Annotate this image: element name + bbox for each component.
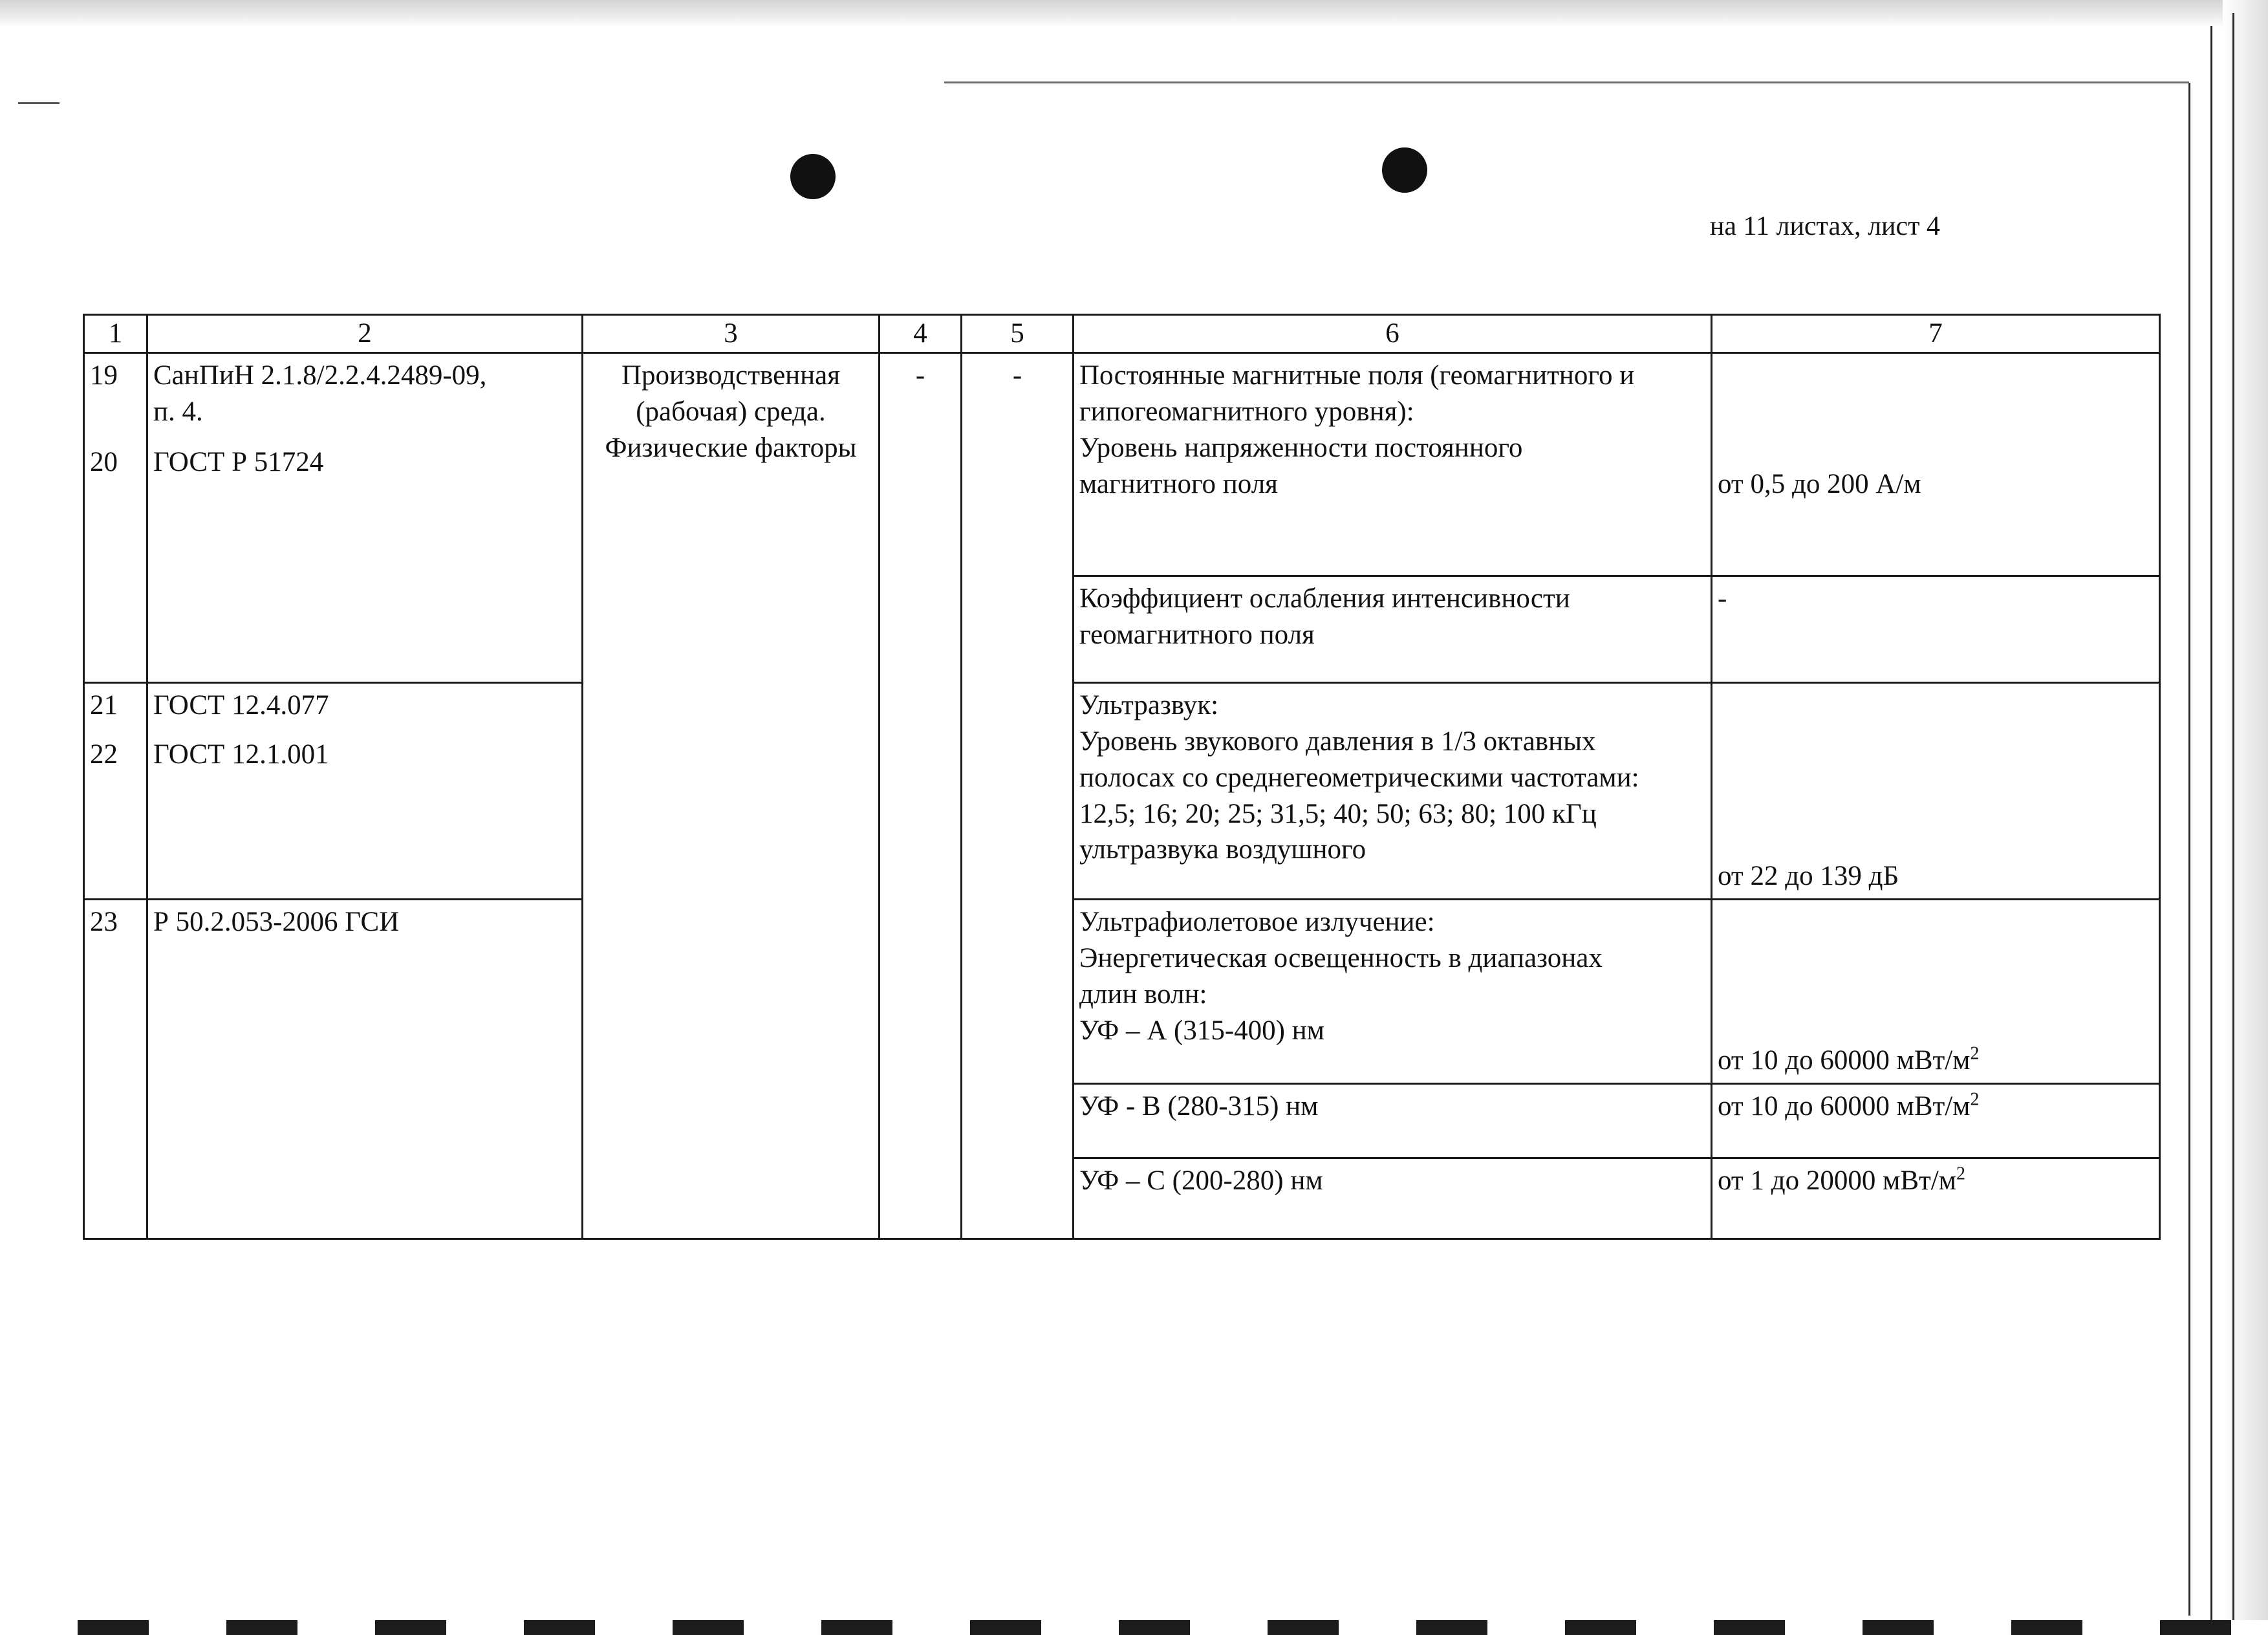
col4-cell: -	[880, 352, 962, 1239]
sheet-edge-line	[2232, 13, 2234, 1623]
object-text: Производственная	[621, 360, 841, 391]
standard-docs-cell	[147, 352, 583, 682]
characteristic-text: Уровень напряженности постоянного	[1079, 432, 1523, 463]
object-text: (рабочая) среда.	[636, 396, 826, 427]
punch-hole	[1382, 147, 1427, 193]
range-cell	[1712, 1158, 2160, 1239]
sheet-edge-top-line	[944, 81, 2189, 83]
characteristic-text: Коэффициент ослабления интенсивности	[1079, 583, 1570, 614]
sheet-counter: на 11 листах, лист 4	[1709, 211, 1940, 241]
range-cell	[1712, 682, 2160, 899]
characteristic-text: 12,5; 16; 20; 25; 31,5; 40; 50; 63; 80; 100 кГц	[1079, 798, 1597, 829]
table-row	[84, 352, 2160, 576]
column-number: 5	[962, 315, 1074, 353]
column-number: 2	[147, 315, 583, 353]
characteristic-text: Ультразвук:	[1079, 689, 1219, 720]
scan-shadow-top	[0, 0, 2268, 27]
range-value: от 0,5 до 200 А/м	[1718, 468, 1921, 499]
accreditation-table	[83, 314, 2161, 1240]
characteristic-text: геомагнитного поля	[1079, 619, 1315, 650]
range-value: от 22 до 139 дБ	[1718, 861, 1899, 891]
standard-doc: ГОСТ Р 51724	[153, 446, 324, 477]
range-value: от 1 до 20000 мВт/м	[1718, 1165, 1956, 1196]
standard-docs-cell	[147, 682, 583, 899]
range-cell	[1712, 899, 2160, 1083]
stray-mark	[18, 102, 59, 104]
object-cell	[583, 352, 880, 1239]
range-unit-exponent: 2	[1970, 1089, 1980, 1110]
row-number: 20	[90, 446, 118, 477]
binding-edge-strip	[0, 1620, 2268, 1635]
characteristic-cell: УФ - В (280-315) нм	[1074, 1083, 1712, 1158]
characteristic-text: Энергетическая освещенность в диапазонах	[1079, 942, 1603, 973]
characteristic-cell	[1074, 899, 1712, 1083]
characteristic-text: Уровень звукового давления в 1/3 октавных	[1079, 726, 1596, 757]
row-number: 19	[90, 360, 118, 391]
column-number: 1	[84, 315, 147, 353]
characteristic-cell	[1074, 352, 1712, 576]
table-row	[84, 682, 2160, 899]
standard-doc: ГОСТ 12.4.077	[153, 689, 329, 720]
row-numbers-cell	[84, 352, 147, 682]
range-cell	[1712, 352, 2160, 576]
row-number: 21	[90, 689, 118, 720]
column-number: 6	[1074, 315, 1712, 353]
characteristic-cell	[1074, 576, 1712, 682]
range-cell: -	[1712, 576, 2160, 682]
characteristic-text: ультразвука воздушного	[1079, 834, 1366, 865]
characteristic-text: Ультрафиолетовое излучение:	[1079, 906, 1435, 937]
standard-doc: СанПиН 2.1.8/2.2.4.2489-09,	[153, 360, 487, 391]
characteristic-text: гипогеомагнитного уровня):	[1079, 396, 1414, 427]
range-unit-exponent: 2	[1970, 1043, 1980, 1064]
characteristic-cell: УФ – С (200-280) нм	[1074, 1158, 1712, 1239]
table-row	[84, 899, 2160, 1083]
characteristic-text: УФ – А (315-400) нм	[1079, 1015, 1324, 1046]
standard-doc: ГОСТ 12.1.001	[153, 739, 329, 770]
characteristic-text: полосах со среднегеометрическими частотами:	[1079, 762, 1639, 793]
column-number: 7	[1712, 315, 2160, 353]
characteristic-text: магнитного поля	[1079, 468, 1278, 499]
row-number: 22	[90, 739, 118, 770]
characteristic-cell	[1074, 682, 1712, 899]
column-number: 3	[583, 315, 880, 353]
range-unit-exponent: 2	[1956, 1164, 1965, 1184]
row-numbers-cell: 23	[84, 899, 147, 1239]
sheet-edge-line	[2210, 26, 2212, 1623]
sheet-edge-line	[2188, 83, 2190, 1616]
punch-hole	[790, 154, 836, 199]
scan-shadow-right	[2223, 0, 2268, 1635]
row-numbers-cell	[84, 682, 147, 899]
range-cell	[1712, 1083, 2160, 1158]
col5-cell: -	[962, 352, 1074, 1239]
characteristic-text: Постоянные магнитные поля (геомагнитного и	[1079, 360, 1635, 391]
column-number-row	[84, 315, 2160, 353]
standard-docs-cell: Р 50.2.053-2006 ГСИ	[147, 899, 583, 1239]
object-text: Физические факторы	[605, 432, 857, 463]
range-value: от 10 до 60000 мВт/м	[1718, 1090, 1971, 1121]
column-number: 4	[880, 315, 962, 353]
range-value: от 10 до 60000 мВт/м	[1718, 1045, 1971, 1076]
characteristic-text: длин волн:	[1079, 979, 1207, 1010]
standard-doc: п. 4.	[153, 396, 203, 427]
